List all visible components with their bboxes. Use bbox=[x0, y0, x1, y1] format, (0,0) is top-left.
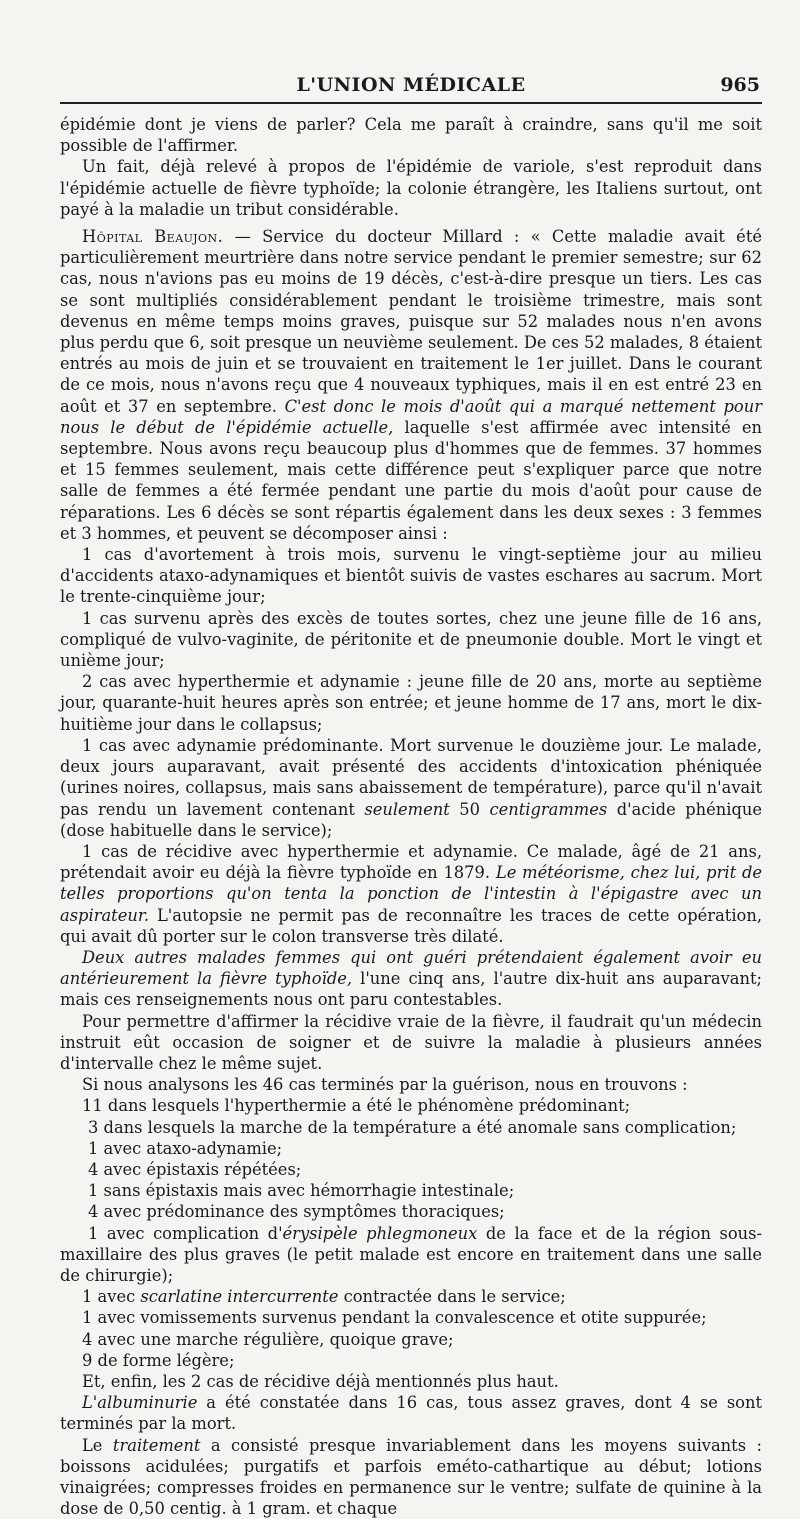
paragraph: L'albuminurie a été constatée dans 16 cas, tous assez graves, dont 4 se sont terminés par la mort. bbox=[60, 1393, 762, 1434]
paragraph: 1 cas de récidive avec hyperthermie et adynamie. Ce malade, âgé de 21 ans, prétendait avoir eu déjà la fièvre typhoïde en 1879. Le météorisme, chez lui, prit de telles proportions qu'on tenta la ponction de l'intestin à l'épigastre avec un aspirateur. L'autopsie ne permit pas de reconnaître les traces de cette opération, qui avait dû porter sur le colon transverse très dilaté. bbox=[60, 841, 762, 946]
paragraph: Si nous analysons les 46 cas terminés par la guérison, nous en trouvons : bbox=[82, 1075, 688, 1095]
section-lead: Hôpital Beaujon. bbox=[82, 227, 224, 247]
paragraph: 1 cas d'avortement à trois mois, survenu le vingt-septième jour au milieu d'accidents ataxo-adynamiques et bientôt suivis de vastes eschares au sacrum. Mort le trente-cinquième jour; bbox=[60, 545, 762, 607]
paragraph: Le traitement a consisté presque invariablement dans les moyens suivants : boissons acidulées; purgatifs et parfois eméto-cathartique au début; lotions vinaigrées; compresses froides en permanence sur le ventre; sulfate de quinine à la dose de 0,50 centig. à 1 gram. et chaque bbox=[60, 1435, 763, 1519]
list-item: 1 avec vomissements survenus pendant la convalescence et otite suppurée; bbox=[82, 1308, 707, 1328]
paragraph: Deux autres malades femmes qui ont guéri prétendaient également avoir eu antérieurement la fièvre typhoïde, l'une cinq ans, l'autre dix-huit ans auparavant; mais ces renseignements nous ont paru contestables. bbox=[60, 947, 762, 1010]
list-item: 9 de forme légère; bbox=[82, 1350, 235, 1370]
paragraph: 1 cas survenu après des excès de toutes sortes, chez une jeune fille de 16 ans, compliqué de vulvo-vaginite, de péritonite et de pneumonie double. Mort le vingt et unième jour; bbox=[60, 608, 762, 671]
paragraph: Un fait, déjà relevé à propos de l'épidémie de variole, s'est reproduit dans l'épidémie actuelle de fièvre typhoïde; la colonie étrangère, les Italiens surtout, ont payé à la maladie un tribut considérable. bbox=[60, 157, 762, 219]
list-item: 4 avec épistaxis répétées; bbox=[88, 1159, 302, 1179]
list-item: 4 avec une marche régulière, quoique grave; bbox=[82, 1329, 454, 1349]
list-item: 3 dans lesquels la marche de la température a été anomale sans complication; bbox=[88, 1117, 737, 1137]
page-header bbox=[60, 72, 762, 104]
list-item: 1 avec complication d'érysipèle phlegmoneux de la face et de la région sous-maxillaire des plus graves (le petit malade est encore en traitement dans une salle de chirurgie); bbox=[60, 1223, 762, 1285]
paragraph-hopital-beaujon: Hôpital Beaujon. — Service du docteur Millard : « Cette maladie avait été particulièrement meurtrière dans notre service pendant le premier semestre; sur 62 cas, nous n'avions pas eu moins de 19 décès, c'est-à-dire presque un tiers. Les cas se sont multipliés considérablement pendant le troisième trimestre, mais sont devenus en même temps moins graves, puisque sur 52 malades nous n'en avons plus perdu que 6, soit presque un neuvième seulement. De ces 52 malades, 8 étaient entrés au mois de juin et se trouvaient en traitement le 1er juillet. Dans le courant de ce mois, nous n'avons reçu que 4 nouveaux typhiques, mais il en est entré 23 en août et 37 en septembre. C'est donc le mois d'août qui a marqué nettement pour nous le début de l'épidémie actuelle, laquelle s'est affirmée avec intensité en septembre. Nous avons reçu beaucoup plus d'hommes que de femmes. 37 hommes et 15 femmes seulement, mais cette différence peut s'expliquer parce que notre salle de femmes a été fermée pendant une partie du mois d'août pour cause de réparations. Les 6 décès se sont répartis également dans les deux sexes : 3 femmes et 3 hommes, et peuvent se décomposer ainsi : bbox=[60, 227, 762, 543]
paragraph: Pour permettre d'affirmer la récidive vraie de la fièvre, il faudrait qu'un médecin instruit eût occasion de soigner et de suivre la maladie à plusieurs années d'intervalle chez le même sujet. bbox=[60, 1011, 762, 1073]
paragraph: épidémie dont je viens de parler? Cela me paraît à craindre, sans qu'il me soit possible de l'affirmer. bbox=[60, 115, 762, 156]
body-text bbox=[60, 114, 762, 1519]
list-item: Et, enfin, les 2 cas de récidive déjà mentionnés plus haut. bbox=[82, 1371, 559, 1391]
running-title: L'UNION MÉDICALE bbox=[296, 74, 526, 96]
list-item: 4 avec prédominance des symptômes thoraciques; bbox=[88, 1202, 505, 1222]
paragraph: 2 cas avec hyperthermie et adynamie : jeune fille de 20 ans, morte au septième jour, quarante-huit heures après son entrée; et jeune homme de 17 ans, mort le dix-huitième jour dans le collapsus; bbox=[60, 672, 762, 734]
list-item: 11 dans lesquels l'hyperthermie a été le phénomène prédominant; bbox=[82, 1096, 631, 1116]
page-number: 965 bbox=[720, 74, 760, 96]
list-item: 1 avec ataxo-adynamie; bbox=[88, 1138, 283, 1158]
paragraph: 1 cas avec adynamie prédominante. Mort survenue le douzième jour. Le malade, deux jours auparavant, avait présenté des accidents d'intoxication phéniquée (urines noires, collapsus, mais sans abaissement de température), parce qu'il n'avait pas rendu un lavement contenant seulement 50 centigrammes d'acide phénique (dose habituelle dans le service); bbox=[60, 735, 762, 840]
list-item: 1 sans épistaxis mais avec hémorrhagie intestinale; bbox=[88, 1181, 515, 1201]
list-item: 1 avec scarlatine intercurrente contractée dans le service; bbox=[82, 1287, 566, 1307]
